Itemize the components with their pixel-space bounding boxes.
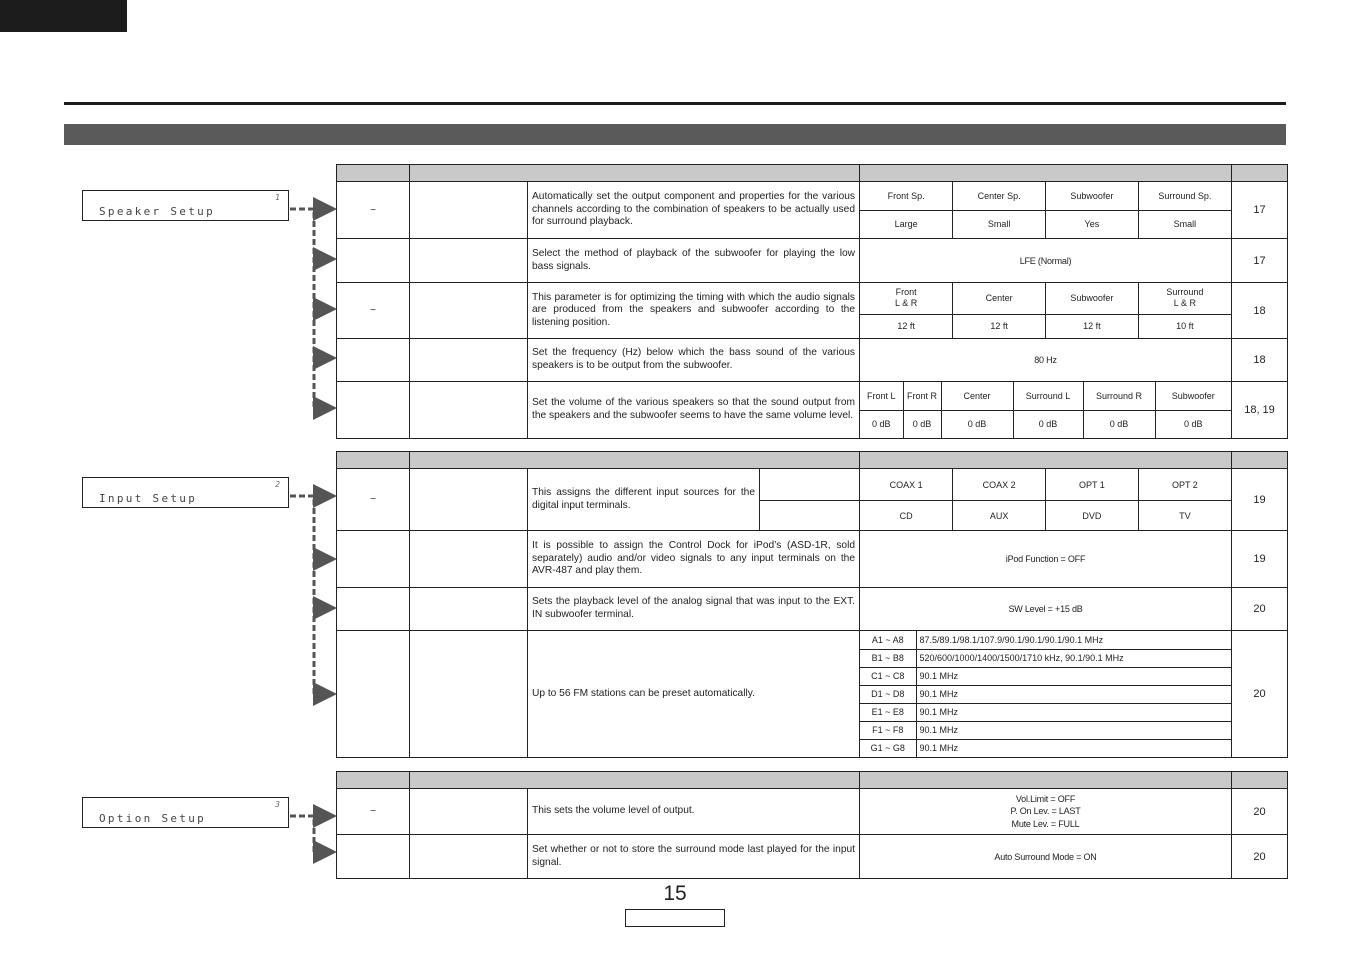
- column-label: COAX 1: [860, 469, 953, 500]
- column-label: Surround L: [1013, 382, 1083, 410]
- tilde-cell: [337, 239, 410, 283]
- page-ref: 17: [1232, 239, 1288, 283]
- default-value: 10 ft: [1176, 321, 1194, 332]
- default-value: DVD: [1046, 501, 1139, 530]
- default-value: iPod Function = OFF: [860, 531, 1232, 588]
- preset-frequency: 90.1 MHz: [916, 721, 1231, 739]
- menu-label: Input Setup: [99, 492, 198, 505]
- table-row: [337, 382, 1288, 439]
- column-label: OPT 2: [1171, 479, 1198, 490]
- default-value: 0 dB: [1013, 410, 1083, 438]
- column-label: Front L & R: [860, 283, 953, 314]
- default-value: Vol.Limit = OFF: [1015, 793, 1076, 804]
- preset-bank: F1 ~ F8: [860, 721, 916, 739]
- tilde-cell: ~: [337, 469, 410, 531]
- setting-name-cell: [410, 789, 528, 835]
- preset-frequency: 90.1 MHz: [916, 667, 1231, 685]
- default-value: Auto Surround Mode = ON: [860, 835, 1232, 879]
- column-label: Surround Sp.: [1138, 182, 1231, 210]
- page-ref: 18: [1232, 283, 1288, 339]
- column-label: COAX 2: [953, 469, 1046, 500]
- setting-name-cell: [410, 588, 528, 631]
- default-value: P. On Lev. = LAST: [1010, 806, 1081, 817]
- setting-name-cell: [410, 469, 528, 531]
- page-ref: 17: [1232, 182, 1288, 239]
- menu-input-setup: [82, 477, 289, 508]
- tilde-cell: [337, 531, 410, 588]
- speaker-setup-table: [336, 164, 1288, 439]
- input-setup-table: [336, 451, 1288, 758]
- menu-label: Option Setup: [99, 812, 207, 825]
- section-title-bar: [64, 124, 1286, 145]
- default-cell: [860, 501, 1232, 531]
- preset-frequency: 520/600/1000/1400/1500/1710 kHz, 90.1/90.1 MHz: [916, 649, 1231, 667]
- page-ref: 20: [1232, 588, 1288, 631]
- table-header-row: [337, 452, 1288, 469]
- tilde-cell: [337, 382, 410, 439]
- table-row: [337, 469, 1288, 501]
- tilde-cell: [337, 339, 410, 382]
- column-label: Front R: [903, 382, 941, 410]
- menu-option-setup: [82, 797, 289, 828]
- table-row: [337, 339, 1288, 382]
- column-label: Subwoofer: [1046, 283, 1139, 314]
- default-value: Small: [953, 210, 1046, 238]
- source-label-cell: [760, 501, 860, 531]
- default-value-list: [860, 789, 1232, 835]
- tilde-cell: ~: [337, 283, 410, 339]
- table-row: [337, 588, 1288, 631]
- default-value: SW Level = +15 dB: [860, 588, 1232, 631]
- table-row: [337, 789, 1288, 835]
- description-cell: Set the frequency (Hz) below which the bass sound of the various speakers is to be output from the subwoofer.: [528, 339, 860, 382]
- preset-frequency: 90.1 MHz: [919, 743, 959, 754]
- tilde-cell: ~: [337, 789, 410, 835]
- table-header-row: [337, 772, 1288, 789]
- description-cell: Automatically set the output component and properties for the various channels according to the combination of speakers to be actually used for surround playback.: [528, 182, 860, 239]
- default-value: TV: [1179, 510, 1191, 521]
- description-cell: Up to 56 FM stations can be preset automatically.: [528, 631, 860, 758]
- column-label: Subwoofer: [1155, 382, 1231, 410]
- table-row: [337, 531, 1288, 588]
- default-value: Large: [860, 210, 953, 238]
- column-label: Subwoofer: [1046, 182, 1139, 210]
- setting-name-cell: [410, 631, 528, 758]
- description-cell: Set the volume of the various speakers so that the sound output from the speakers and the subwoofer seems to have the same volume level.: [528, 382, 860, 439]
- column-label: OPT 1: [1046, 469, 1139, 500]
- page-ref: 20: [1232, 631, 1288, 758]
- preset-cell: [860, 631, 1232, 758]
- column-label: Surround R: [1083, 382, 1155, 410]
- description-cell: It is possible to assign the Control Dock for iPod’s (ASD-1R, sold separately) audio and/or video signals to any input terminals on the AVR-487 and play them.: [528, 531, 860, 588]
- tilde-cell: ~: [337, 182, 410, 239]
- column-label: Surround L & R: [1138, 283, 1231, 314]
- default-value: Yes: [1046, 210, 1139, 238]
- description-cell: This sets the volume level of output.: [528, 789, 860, 835]
- setting-name-cell: [410, 382, 528, 439]
- preset-bank: A1 ~ A8: [860, 631, 916, 649]
- setting-name-cell: [410, 835, 528, 879]
- default-cell: [860, 182, 1232, 239]
- preset-bank: C1 ~ C8: [860, 667, 916, 685]
- preset-bank: D1 ~ D8: [860, 685, 916, 703]
- table-row: [337, 835, 1288, 879]
- setting-name-cell: [410, 182, 528, 239]
- table-header-row: [337, 165, 1288, 182]
- column-label: Front Sp.: [860, 182, 953, 210]
- preset-bank: B1 ~ B8: [860, 649, 916, 667]
- default-value: CD: [860, 501, 953, 530]
- default-value: 0 dB: [1083, 410, 1155, 438]
- option-setup-table: [336, 771, 1288, 879]
- page-ref: 19: [1232, 531, 1288, 588]
- description-cell: Set whether or not to store the surround mode last played for the input signal.: [528, 835, 860, 879]
- description-cell: Select the method of playback of the subwoofer for playing the low bass signals.: [528, 239, 860, 283]
- default-value: 12 ft: [953, 314, 1046, 338]
- default-value: 0 dB: [860, 410, 903, 438]
- description-cell: This assigns the different input sources for the digital input terminals.: [528, 469, 760, 531]
- page-ref: 18: [1232, 339, 1288, 382]
- page-ref: 19: [1232, 469, 1288, 531]
- tilde-cell: [337, 631, 410, 758]
- menu-index: 1: [275, 193, 280, 202]
- default-value: Small: [1173, 219, 1197, 230]
- default-cell: [860, 469, 1232, 501]
- setting-name-cell: [410, 339, 528, 382]
- page-number: 15: [663, 882, 687, 905]
- table-row: [337, 283, 1288, 339]
- page-ref: 20: [1232, 835, 1288, 879]
- setting-name-cell: [410, 531, 528, 588]
- setting-name-cell: [410, 239, 528, 283]
- page-ref: 18, 19: [1232, 382, 1288, 439]
- menu-speaker-setup: [82, 190, 289, 221]
- default-value: LFE (Normal): [860, 239, 1232, 283]
- menu-index: 2: [275, 480, 280, 489]
- default-value: AUX: [953, 501, 1046, 530]
- table-row: [337, 182, 1288, 239]
- default-value: 12 ft: [860, 314, 953, 338]
- menu-label: Speaker Setup: [99, 205, 215, 218]
- default-value: Mute Lev. = FULL: [1011, 818, 1080, 829]
- source-label-cell: [760, 469, 860, 501]
- default-value: 0 dB: [1183, 419, 1203, 430]
- column-label: Front L: [860, 382, 903, 410]
- default-value: 12 ft: [1046, 314, 1139, 338]
- table-row: [337, 239, 1288, 283]
- preset-frequency: 90.1 MHz: [916, 685, 1231, 703]
- default-value: 0 dB: [903, 410, 941, 438]
- preset-frequency: 90.1 MHz: [916, 703, 1231, 721]
- tilde-cell: [337, 835, 410, 879]
- language-tab: [0, 0, 127, 32]
- page-footer-box: [625, 909, 725, 927]
- default-cell: [860, 283, 1232, 339]
- tilde-cell: [337, 588, 410, 631]
- preset-frequency: 87.5/89.1/98.1/107.9/90.1/90.1/90.1/90.1 MHz: [916, 631, 1231, 649]
- table-row: [337, 631, 1288, 758]
- preset-bank: G1 ~ G8: [860, 739, 916, 757]
- header-rule: [64, 102, 1286, 105]
- preset-bank: E1 ~ E8: [860, 703, 916, 721]
- menu-index: 3: [275, 800, 280, 809]
- column-label: Center: [953, 283, 1046, 314]
- column-label: Center Sp.: [953, 182, 1046, 210]
- column-label: Center: [941, 382, 1013, 410]
- setting-name-cell: [410, 283, 528, 339]
- default-value: 80 Hz: [860, 339, 1232, 382]
- page-ref: 20: [1232, 789, 1288, 835]
- default-cell: [860, 382, 1232, 439]
- description-cell: Sets the playback level of the analog signal that was input to the EXT. IN subwoofer terminal.: [528, 588, 860, 631]
- description-cell: This parameter is for optimizing the timing with which the audio signals are produced from the speakers and subwoofer according to the listening position.: [528, 283, 860, 339]
- default-value: 0 dB: [941, 410, 1013, 438]
